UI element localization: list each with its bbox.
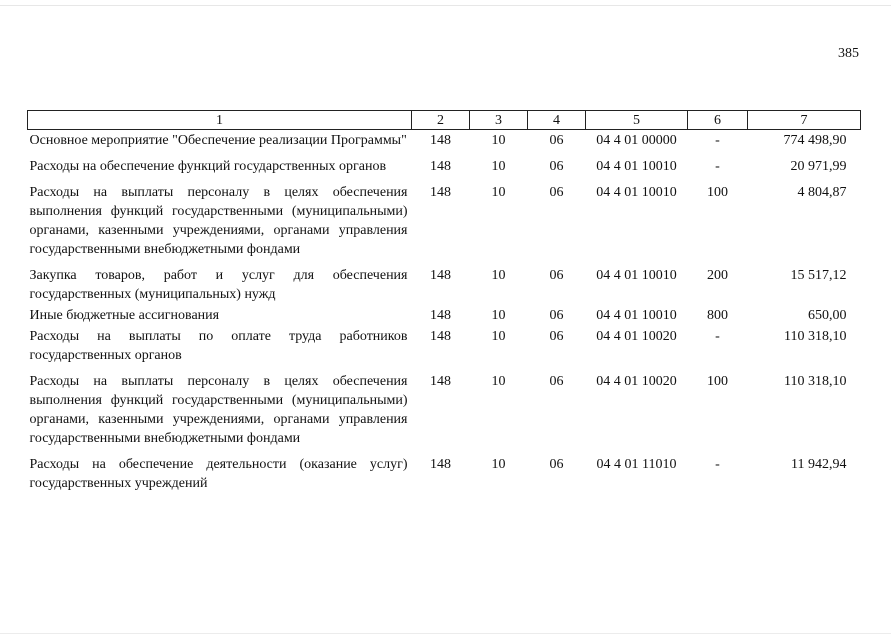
row-name: Закупка товаров, работ и услуг для обеспечения государственных (муниципальных) нужд [29,268,408,302]
row-col-7: 20 971,99 [790,159,847,174]
row-col-4: 06 [549,374,564,389]
row-col-3: 10 [491,308,506,323]
row-col-4: 06 [549,308,564,323]
table-row [28,130,861,157]
row-col-2: 148 [430,185,451,200]
row-col-2: 148 [430,329,451,344]
row-col-3: 10 [491,133,506,148]
row-col-3: 10 [491,457,506,472]
scan-artifact-bottom [0,633,891,634]
row-name: Расходы на выплаты персоналу в целях обеспечения выполнения функций государственными (муниципальными) органами, казенными учреждениями, органами управления государственными внебюджетными фондами [29,185,408,257]
row-col-2: 148 [430,159,451,174]
table-row [28,454,861,494]
table-row [28,305,861,326]
row-col-6: 800 [707,308,728,323]
row-name: Расходы на обеспечение деятельности (оказание услуг) государственных учреждений [29,457,408,491]
row-col-4: 06 [549,457,564,472]
table-row [28,371,861,454]
row-col-4: 06 [549,133,564,148]
row-col-5: 04 4 01 10010 [596,308,677,323]
row-col-5: 04 4 01 10020 [596,374,677,389]
row-col-5: 04 4 01 10010 [596,159,677,174]
row-name: Иные бюджетные ассигнования [29,308,220,323]
row-col-5: 04 4 01 11010 [596,457,677,472]
row-col-5: 04 4 01 10010 [596,185,677,200]
table-row [28,326,861,371]
row-name: Расходы на выплаты по оплате труда работников государственных органов [29,329,408,363]
row-col-7: 110 318,10 [784,329,847,344]
row-col-4: 06 [549,329,564,344]
row-col-6: 100 [707,185,728,200]
header-col-7: 7 [748,111,861,130]
table-row [28,156,861,182]
row-col-2: 148 [430,374,451,389]
row-col-2: 148 [430,268,451,283]
row-col-5: 04 4 01 10020 [596,329,677,344]
row-col-3: 10 [491,374,506,389]
row-col-6: - [715,133,720,148]
row-col-3: 10 [491,185,506,200]
table-row [28,265,861,305]
row-col-2: 148 [430,457,451,472]
header-col-1: 1 [28,111,412,130]
row-name: Основное мероприятие "Обеспечение реализации Программы" [29,133,407,148]
row-name: Расходы на обеспечение функций государственных органов [29,159,387,174]
row-col-7: 650,00 [808,308,847,323]
header-col-4: 4 [528,111,586,130]
row-col-4: 06 [549,268,564,283]
row-name: Расходы на выплаты персоналу в целях обеспечения выполнения функций государственными (муниципальными) органами, казенными учреждениями, органами управления государственными внебюджетными фондами [29,374,408,446]
page-number: 385 [838,46,859,61]
row-col-6: - [715,329,720,344]
row-col-5: 04 4 01 00000 [596,133,677,148]
scan-artifact-top [0,5,891,6]
table-header-row [28,111,861,130]
row-col-7: 15 517,12 [790,268,847,283]
row-col-7: 4 804,87 [797,185,847,200]
header-col-5: 5 [586,111,688,130]
row-col-7: 774 498,90 [783,133,847,148]
row-col-4: 06 [549,185,564,200]
budget-table [27,110,861,494]
row-col-4: 06 [549,159,564,174]
row-col-2: 148 [430,308,451,323]
table-row [28,182,861,265]
row-col-2: 148 [430,133,451,148]
header-col-6: 6 [688,111,748,130]
row-col-7: 110 318,10 [784,374,847,389]
row-col-6: 100 [707,374,728,389]
row-col-3: 10 [491,329,506,344]
header-col-3: 3 [470,111,528,130]
row-col-6: - [715,457,720,472]
row-col-3: 10 [491,159,506,174]
row-col-6: 200 [707,268,728,283]
row-col-3: 10 [491,268,506,283]
row-col-6: - [715,159,720,174]
row-col-5: 04 4 01 10010 [596,268,677,283]
row-col-7: 11 942,94 [791,457,847,472]
header-col-2: 2 [412,111,470,130]
